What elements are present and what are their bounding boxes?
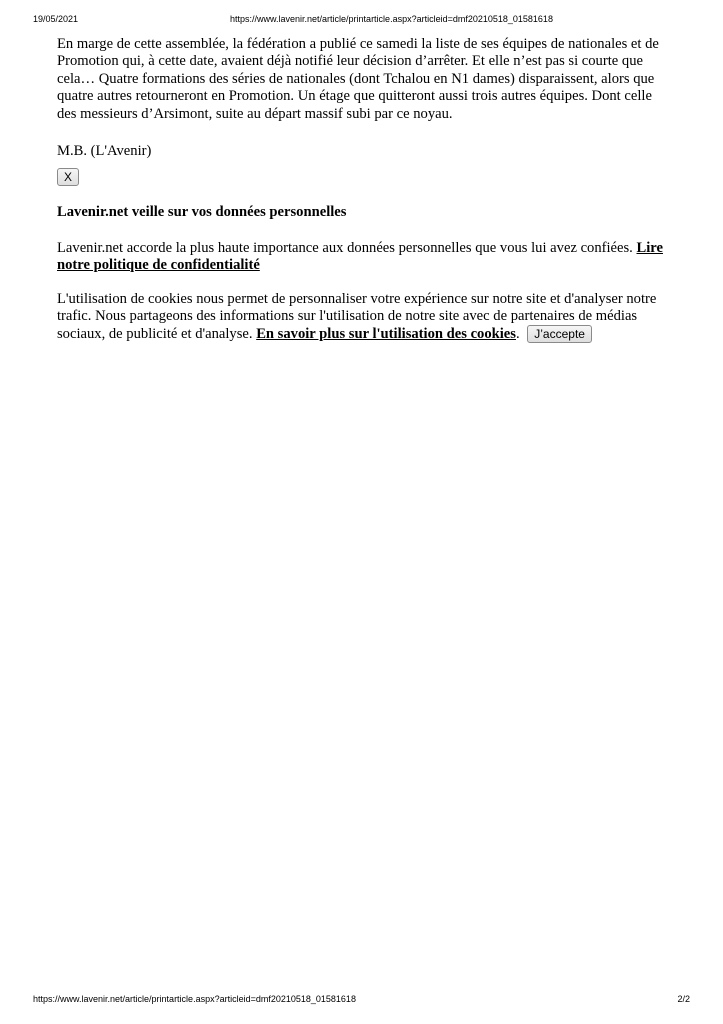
privacy-title: Lavenir.net veille sur vos données personnelles [57, 204, 347, 221]
print-footer-url: https://www.lavenir.net/article/printarticle.aspx?articleid=dmf20210518_01581618 [33, 994, 356, 1004]
print-footer [0, 994, 723, 1008]
article-content [57, 36, 669, 344]
article-byline: M.B. (L'Avenir) [57, 143, 152, 160]
close-button[interactable]: X [57, 168, 79, 186]
print-header-url: https://www.lavenir.net/article/printarticle.aspx?articleid=dmf20210518_01581618 [230, 14, 553, 24]
print-date: 19/05/2021 [33, 14, 79, 24]
cookie-paragraph-punct: . [515, 326, 524, 343]
cookie-paragraph [57, 291, 669, 344]
article-paragraph: En marge de cette assemblée, la fédération a publié ce samedi la liste de ses équipes de nationales et de Promotion qui, à cette date, avaient déjà notifié leur décision d’arrêter. Et elle n’est pas si courte que cela… Quatre formations des séries de nationales (dont Tchalou en N1 dames) disparaissent, alors que quatre autres retourneront en Promotion. Un étage que quitteront aussi trois autres équipes. Dont celle des messieurs d’Arsimont, suite au départ massif subi par ce noyau. [57, 36, 659, 122]
privacy-paragraph [57, 240, 669, 275]
cookie-info-link[interactable]: En savoir plus sur l'utilisation des cookies [256, 326, 516, 343]
privacy-policy-link[interactable]: Lire notre politique de confidentialité [57, 239, 663, 274]
privacy-paragraph-text: Lavenir.net accorde la plus haute importance aux données personnelles que vous lui avez confiées. [57, 239, 637, 256]
accept-button[interactable]: J’accepte [527, 325, 592, 343]
cookie-paragraph-text: L'utilisation de cookies nous permet de personnaliser votre expérience sur notre site et d'analyser notre trafic. Nous partageons des informations sur l'utilisation de notre site avec de partenaires de médias sociaux, de publicité et d'analyse. [57, 290, 657, 343]
print-header [0, 14, 723, 28]
page-number: 2/2 [677, 994, 690, 1004]
